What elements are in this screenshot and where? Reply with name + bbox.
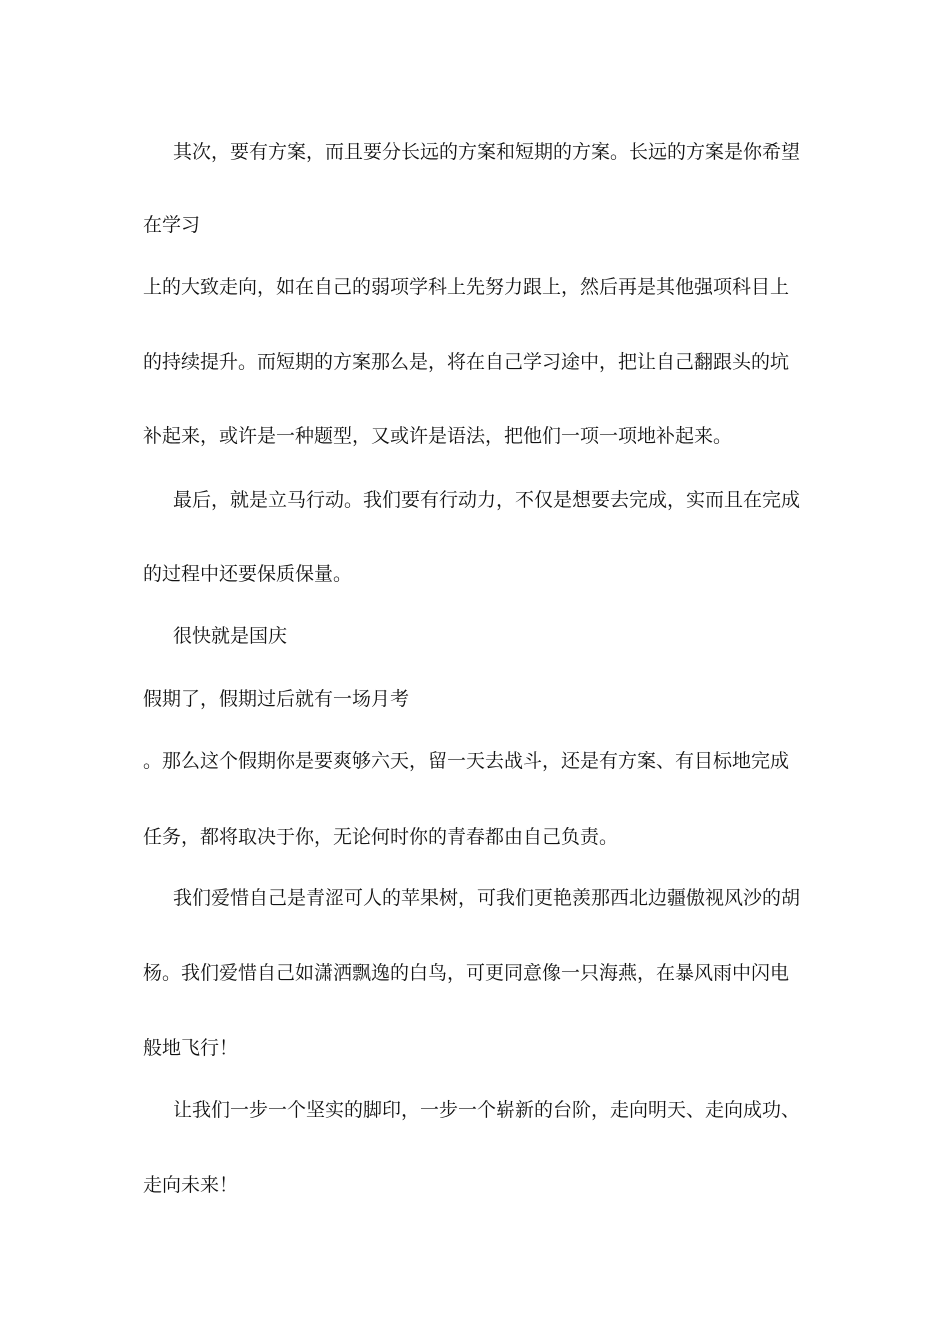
paragraph-1-line-5: 补起来，或许是一种题型，又或许是语法，把他们一项一项地补起来。	[143, 425, 733, 447]
paragraph-4-line-1: 我们爱惜自己是青涩可人的苹果树，可我们更艳羡那西北边疆傲视风沙的胡	[173, 887, 801, 909]
paragraph-3-line-3: 。那么这个假期你是要爽够六天，留一天去战斗，还是有方案、有目标地完成	[143, 750, 790, 772]
paragraph-3-line-2: 假期了，假期过后就有一场月考	[143, 688, 410, 710]
paragraph-5-line-2: 走向未来！	[143, 1174, 239, 1196]
paragraph-5-line-1: 让我们一步一个坚实的脚印，一步一个崭新的台阶，走向明天、走向成功、	[173, 1099, 801, 1121]
paragraph-1-line-2: 在学习	[143, 214, 201, 236]
paragraph-4-line-2: 杨。我们爱惜自己如潇洒飘逸的白鸟，可更同意像一只海燕，在暴风雨中闪电	[143, 962, 790, 984]
paragraph-1-line-4: 的持续提升。而短期的方案那么是，将在自己学习途中，把让自己翻跟头的坑	[143, 351, 790, 373]
paragraph-2-line-2: 的过程中还要保质保量。	[143, 563, 353, 585]
paragraph-2-line-1: 最后，就是立马行动。我们要有行动力，不仅是想要去完成，实而且在完成	[173, 489, 801, 511]
paragraph-3-line-4: 任务，都将取决于你，无论何时你的青春都由自己负责。	[143, 826, 619, 848]
paragraph-1-line-3: 上的大致走向，如在自己的弱项学科上先努力跟上，然后再是其他强项科目上	[143, 276, 790, 298]
paragraph-3-line-1: 很快就是国庆	[173, 625, 288, 647]
paragraph-4-line-3: 般地飞行！	[143, 1037, 239, 1059]
paragraph-1-line-1: 其次，要有方案，而且要分长远的方案和短期的方案。长远的方案是你希望	[173, 141, 801, 163]
